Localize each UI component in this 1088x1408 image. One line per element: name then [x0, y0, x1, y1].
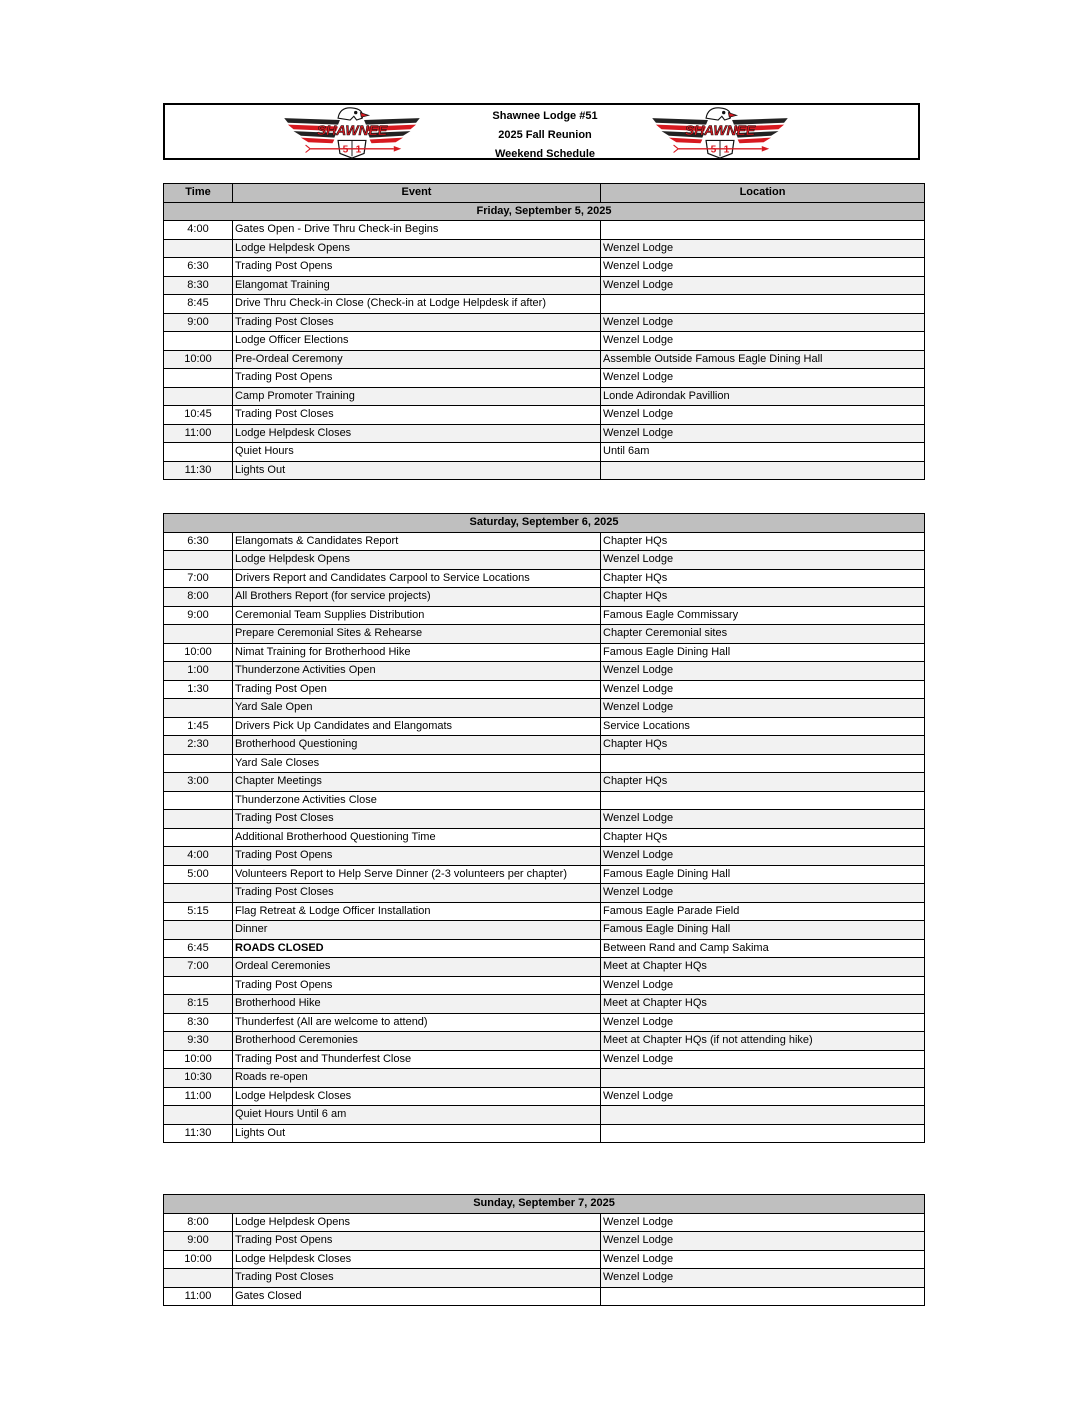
row-event: Flag Retreat & Lodge Officer Installation: [233, 902, 601, 921]
day-title: Saturday, September 6, 2025: [164, 514, 925, 533]
schedule-row: [164, 754, 925, 773]
schedule-row: [164, 865, 925, 884]
row-time: 5:00: [164, 865, 233, 884]
day-title-row: [164, 1195, 925, 1214]
schedule-row: [164, 551, 925, 570]
row-time: 9:00: [164, 1232, 233, 1251]
schedule-row: [164, 625, 925, 644]
schedule-row: [164, 1050, 925, 1069]
row-event: Yard Sale Open: [233, 699, 601, 718]
schedule-row: [164, 773, 925, 792]
schedule-row: [164, 958, 925, 977]
row-event: Thunderzone Activities Open: [233, 662, 601, 681]
row-location: Londe Adirondak Pavillion: [601, 387, 925, 406]
row-time: 10:00: [164, 1050, 233, 1069]
row-event: Lights Out: [233, 461, 601, 480]
row-location: Chapter HQs: [601, 828, 925, 847]
row-event: Trading Post Closes: [233, 884, 601, 903]
row-time: 1:30: [164, 680, 233, 699]
schedule-row: [164, 532, 925, 551]
svg-text:1: 1: [355, 144, 362, 156]
column-header-event: Event: [233, 184, 601, 203]
row-location: Meet at Chapter HQs: [601, 958, 925, 977]
row-location: Wenzel Lodge: [601, 699, 925, 718]
row-location: Wenzel Lodge: [601, 847, 925, 866]
row-event: Trading Post Opens: [233, 847, 601, 866]
row-time: 7:00: [164, 958, 233, 977]
row-event: Trading Post Closes: [233, 313, 601, 332]
schedule-row: [164, 1013, 925, 1032]
row-event: Gates Open - Drive Thru Check-in Begins: [233, 221, 601, 240]
schedule-row: [164, 276, 925, 295]
shawnee-lodge-logo-right: [645, 107, 795, 159]
schedule-row: [164, 1287, 925, 1306]
row-event: Drivers Report and Candidates Carpool to Service Locations: [233, 569, 601, 588]
row-event: Gates Closed: [233, 1287, 601, 1306]
schedule-row: [164, 569, 925, 588]
row-event: Brotherhood Ceremonies: [233, 1032, 601, 1051]
schedule-row: [164, 976, 925, 995]
row-event: Brotherhood Questioning: [233, 736, 601, 755]
row-time: [164, 443, 233, 462]
schedule-row: [164, 221, 925, 240]
row-event: Prepare Ceremonial Sites & Rehearse: [233, 625, 601, 644]
header-lodge-name: Shawnee Lodge #51: [492, 110, 598, 122]
schedule-row: [164, 791, 925, 810]
row-location: Wenzel Lodge: [601, 369, 925, 388]
row-event: Trading Post Closes: [233, 810, 601, 829]
schedule-row: [164, 884, 925, 903]
row-time: 11:00: [164, 1287, 233, 1306]
row-time: 10:45: [164, 406, 233, 425]
row-time: [164, 551, 233, 570]
column-header-row: [164, 184, 925, 203]
row-time: [164, 921, 233, 940]
row-event: Lodge Helpdesk Closes: [233, 1087, 601, 1106]
row-event: Lodge Helpdesk Opens: [233, 239, 601, 258]
row-time: 8:00: [164, 1213, 233, 1232]
day-title-row: [164, 202, 925, 221]
day-title-row: [164, 514, 925, 533]
row-event: Trading Post Opens: [233, 1232, 601, 1251]
row-event: Lodge Helpdesk Closes: [233, 424, 601, 443]
row-event: Trading Post Opens: [233, 258, 601, 277]
row-time: [164, 369, 233, 388]
row-time: [164, 699, 233, 718]
row-event: Drive Thru Check-in Close (Check-in at Lodge Helpdesk if after): [233, 295, 601, 314]
row-time: [164, 884, 233, 903]
row-location: Chapter HQs: [601, 773, 925, 792]
day-title: Friday, September 5, 2025: [164, 202, 925, 221]
schedule-row: [164, 332, 925, 351]
row-event: Thunderzone Activities Close: [233, 791, 601, 810]
row-location: [601, 221, 925, 240]
row-event: Nimat Training for Brotherhood Hike: [233, 643, 601, 662]
row-location: Wenzel Lodge: [601, 276, 925, 295]
row-time: [164, 239, 233, 258]
schedule-row: [164, 406, 925, 425]
row-location: Chapter HQs: [601, 569, 925, 588]
row-time: 9:00: [164, 313, 233, 332]
row-event: Additional Brotherhood Questioning Time: [233, 828, 601, 847]
row-time: 8:15: [164, 995, 233, 1014]
schedule-row: [164, 810, 925, 829]
row-time: 4:00: [164, 221, 233, 240]
row-location: [601, 1106, 925, 1125]
row-location: Meet at Chapter HQs (if not attending hike): [601, 1032, 925, 1051]
schedule-row: [164, 443, 925, 462]
schedule-row: [164, 1213, 925, 1232]
row-event: Ceremonial Team Supplies Distribution: [233, 606, 601, 625]
schedule-row: [164, 921, 925, 940]
saturday-schedule-table: [163, 513, 925, 1143]
row-location: Wenzel Lodge: [601, 662, 925, 681]
schedule-row: [164, 847, 925, 866]
schedule-row: [164, 369, 925, 388]
row-event: Trading Post Opens: [233, 976, 601, 995]
row-time: 6:30: [164, 532, 233, 551]
row-location: Wenzel Lodge: [601, 1250, 925, 1269]
row-time: 8:00: [164, 588, 233, 607]
row-event: Trading Post and Thunderfest Close: [233, 1050, 601, 1069]
row-time: 6:45: [164, 939, 233, 958]
row-location: Wenzel Lodge: [601, 406, 925, 425]
row-time: 7:00: [164, 569, 233, 588]
schedule-row: [164, 461, 925, 480]
row-location: [601, 791, 925, 810]
row-location: [601, 1069, 925, 1088]
row-time: 11:00: [164, 1087, 233, 1106]
row-time: 10:00: [164, 643, 233, 662]
row-location: Chapter Ceremonial sites: [601, 625, 925, 644]
schedule-row: [164, 1069, 925, 1088]
row-time: [164, 387, 233, 406]
shawnee-lodge-logo-left: [277, 107, 427, 159]
schedule-row: [164, 1124, 925, 1143]
row-time: 3:00: [164, 773, 233, 792]
row-location: Between Rand and Camp Sakima: [601, 939, 925, 958]
row-location: Wenzel Lodge: [601, 551, 925, 570]
schedule-row: [164, 258, 925, 277]
row-event: Trading Post Opens: [233, 369, 601, 388]
schedule-row: [164, 736, 925, 755]
row-location: Meet at Chapter HQs: [601, 995, 925, 1014]
row-location: Wenzel Lodge: [601, 1013, 925, 1032]
day-title: Sunday, September 7, 2025: [164, 1195, 925, 1214]
row-event: Yard Sale Closes: [233, 754, 601, 773]
row-location: Wenzel Lodge: [601, 258, 925, 277]
row-time: 1:00: [164, 662, 233, 681]
row-event: Trading Post Closes: [233, 406, 601, 425]
row-location: Chapter HQs: [601, 532, 925, 551]
row-location: Wenzel Lodge: [601, 1087, 925, 1106]
row-time: [164, 1106, 233, 1125]
row-event: All Brothers Report (for service projects): [233, 588, 601, 607]
row-event: Elangomat Training: [233, 276, 601, 295]
friday-schedule-table: [163, 183, 925, 480]
row-location: Wenzel Lodge: [601, 976, 925, 995]
schedule-row: [164, 1087, 925, 1106]
row-event: Dinner: [233, 921, 601, 940]
row-location: [601, 1124, 925, 1143]
schedule-row: [164, 1106, 925, 1125]
schedule-row: [164, 828, 925, 847]
schedule-row: [164, 1032, 925, 1051]
row-location: [601, 754, 925, 773]
schedule-row: [164, 662, 925, 681]
row-event: Drivers Pick Up Candidates and Elangomats: [233, 717, 601, 736]
row-time: [164, 332, 233, 351]
row-event: Camp Promoter Training: [233, 387, 601, 406]
row-location: Wenzel Lodge: [601, 1050, 925, 1069]
row-time: 11:30: [164, 461, 233, 480]
row-time: 10:30: [164, 1069, 233, 1088]
row-time: 6:30: [164, 258, 233, 277]
schedule-row: [164, 606, 925, 625]
row-time: 8:30: [164, 276, 233, 295]
schedule-row: [164, 902, 925, 921]
row-time: 8:30: [164, 1013, 233, 1032]
sunday-schedule-table: [163, 1194, 925, 1306]
schedule-row: [164, 995, 925, 1014]
row-location: Wenzel Lodge: [601, 424, 925, 443]
row-event: Lodge Officer Elections: [233, 332, 601, 351]
row-location: Wenzel Lodge: [601, 332, 925, 351]
column-header-location: Location: [601, 184, 925, 203]
row-location: [601, 461, 925, 480]
schedule-row: [164, 1250, 925, 1269]
row-location: Wenzel Lodge: [601, 884, 925, 903]
schedule-row: [164, 295, 925, 314]
row-location: Wenzel Lodge: [601, 313, 925, 332]
row-location: Wenzel Lodge: [601, 239, 925, 258]
row-location: Service Locations: [601, 717, 925, 736]
svg-text:5: 5: [342, 144, 349, 156]
svg-text:SHAWNEE: SHAWNEE: [684, 121, 756, 138]
row-event: Brotherhood Hike: [233, 995, 601, 1014]
schedule-row: [164, 239, 925, 258]
row-time: 10:00: [164, 350, 233, 369]
row-location: Assemble Outside Famous Eagle Dining Hall: [601, 350, 925, 369]
row-location: Wenzel Lodge: [601, 680, 925, 699]
row-time: 1:45: [164, 717, 233, 736]
row-location: Wenzel Lodge: [601, 1269, 925, 1288]
row-event: Roads re-open: [233, 1069, 601, 1088]
row-location: [601, 1287, 925, 1306]
row-location: Famous Eagle Commissary: [601, 606, 925, 625]
row-event: Volunteers Report to Help Serve Dinner (2-3 volunteers per chapter): [233, 865, 601, 884]
schedule-row: [164, 350, 925, 369]
svg-text:1: 1: [723, 144, 730, 156]
row-time: 8:45: [164, 295, 233, 314]
schedule-row: [164, 1269, 925, 1288]
row-event: Elangomats & Candidates Report: [233, 532, 601, 551]
row-location: Famous Eagle Dining Hall: [601, 643, 925, 662]
row-time: [164, 625, 233, 644]
row-event: Quiet Hours: [233, 443, 601, 462]
header-subtitle: Weekend Schedule: [494, 148, 596, 160]
svg-text:SHAWNEE: SHAWNEE: [316, 121, 388, 138]
row-location: Chapter HQs: [601, 736, 925, 755]
schedule-row: [164, 1232, 925, 1251]
row-time: [164, 828, 233, 847]
row-time: 9:30: [164, 1032, 233, 1051]
svg-text:5: 5: [710, 144, 717, 156]
row-event: ROADS CLOSED: [233, 939, 601, 958]
row-time: [164, 810, 233, 829]
schedule-row: [164, 717, 925, 736]
row-event: Lodge Helpdesk Opens: [233, 551, 601, 570]
schedule-row: [164, 424, 925, 443]
row-location: Famous Eagle Dining Hall: [601, 865, 925, 884]
row-event: Lights Out: [233, 1124, 601, 1143]
schedule-header: [163, 103, 920, 160]
row-location: Famous Eagle Parade Field: [601, 902, 925, 921]
row-time: [164, 976, 233, 995]
row-event: Trading Post Open: [233, 680, 601, 699]
row-time: [164, 754, 233, 773]
row-event: Quiet Hours Until 6 am: [233, 1106, 601, 1125]
row-time: 11:00: [164, 424, 233, 443]
schedule-row: [164, 588, 925, 607]
row-location: [601, 295, 925, 314]
row-event: Ordeal Ceremonies: [233, 958, 601, 977]
schedule-row: [164, 313, 925, 332]
row-event: Chapter Meetings: [233, 773, 601, 792]
row-time: 5:15: [164, 902, 233, 921]
row-location: Until 6am: [601, 443, 925, 462]
header-title-block: [415, 107, 675, 164]
header-event-name: 2025 Fall Reunion: [498, 129, 592, 141]
schedule-row: [164, 939, 925, 958]
row-location: Wenzel Lodge: [601, 810, 925, 829]
row-time: 10:00: [164, 1250, 233, 1269]
row-location: Wenzel Lodge: [601, 1213, 925, 1232]
row-event: Thunderfest (All are welcome to attend): [233, 1013, 601, 1032]
schedule-row: [164, 387, 925, 406]
schedule-row: [164, 699, 925, 718]
row-time: 9:00: [164, 606, 233, 625]
row-time: [164, 791, 233, 810]
schedule-row: [164, 680, 925, 699]
row-location: Famous Eagle Dining Hall: [601, 921, 925, 940]
row-event: Lodge Helpdesk Opens: [233, 1213, 601, 1232]
row-time: 2:30: [164, 736, 233, 755]
row-location: Chapter HQs: [601, 588, 925, 607]
row-time: 11:30: [164, 1124, 233, 1143]
row-event: Lodge Helpdesk Closes: [233, 1250, 601, 1269]
row-time: [164, 1269, 233, 1288]
column-header-time: Time: [164, 184, 233, 203]
row-event: Pre-Ordeal Ceremony: [233, 350, 601, 369]
schedule-row: [164, 643, 925, 662]
row-event: Trading Post Closes: [233, 1269, 601, 1288]
row-location: Wenzel Lodge: [601, 1232, 925, 1251]
row-time: 4:00: [164, 847, 233, 866]
